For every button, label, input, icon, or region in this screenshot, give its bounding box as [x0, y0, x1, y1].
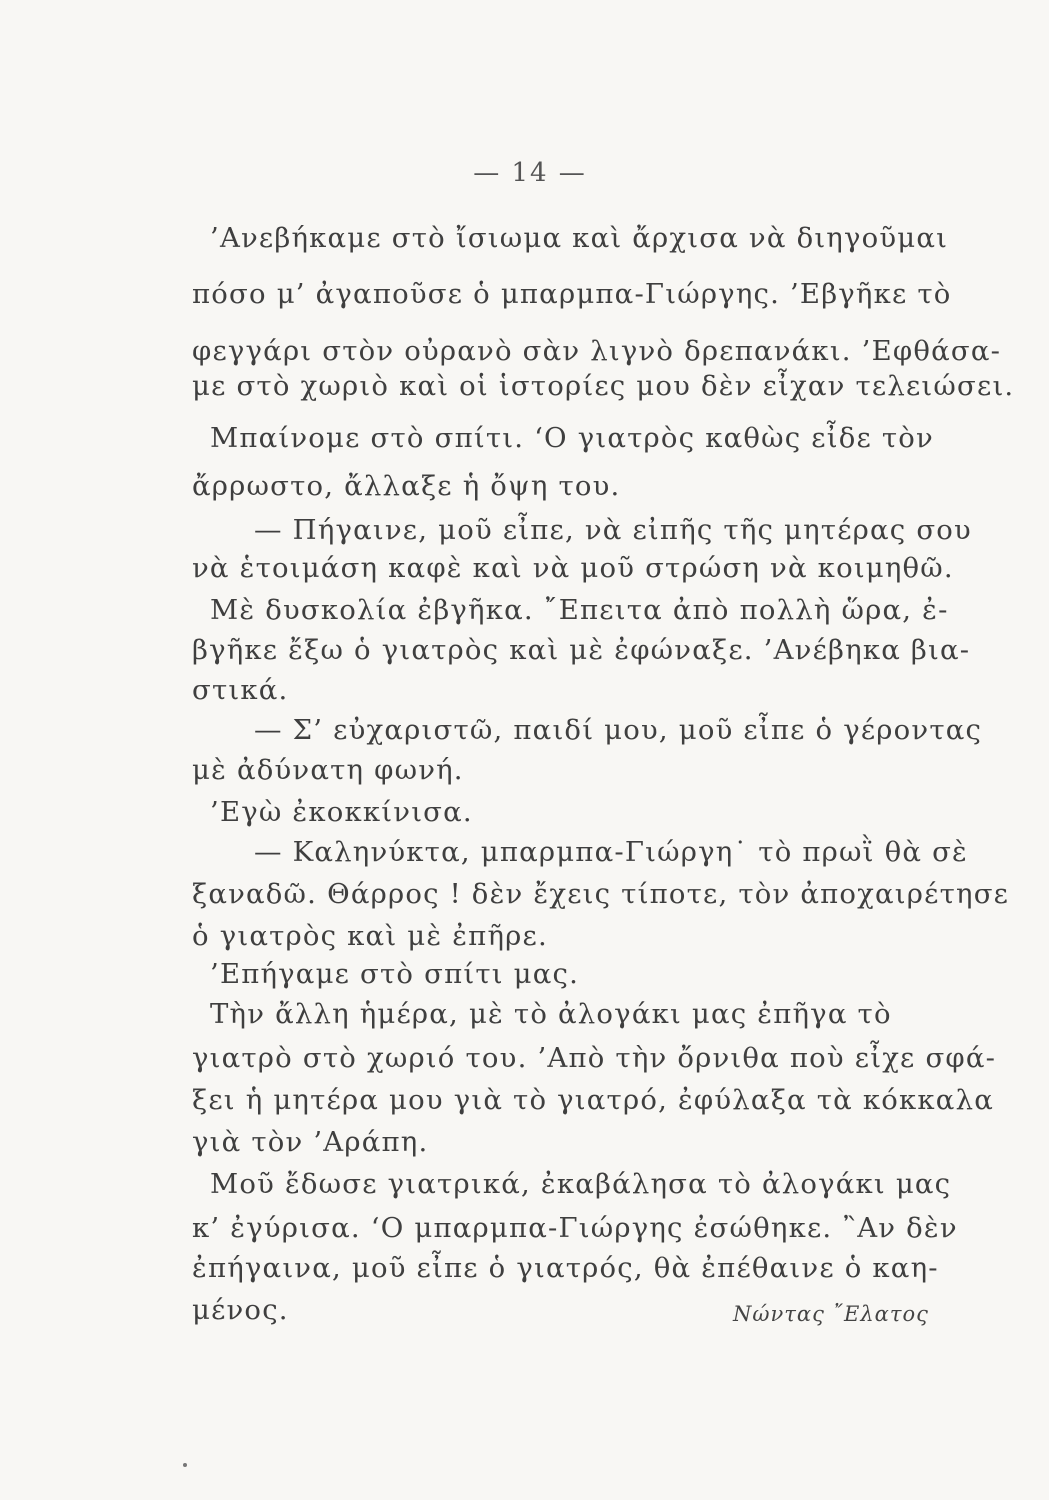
text-line: ἐπήγαινα, μοῦ εἶπε ὁ γιατρός, θὰ ἐπέθαινε ὁ καη-	[192, 1252, 939, 1284]
text-line: φεγγάρι στὸν οὐρανὸ σὰν λιγνὸ δρεπανάκι. ’Εφθάσα-	[192, 335, 1002, 367]
text-line: νὰ ἑτοιμάση καφὲ καὶ νὰ μοῦ στρώση νὰ κοιμηθῶ.	[192, 552, 954, 584]
text-line: μὲ ἀδύνατη φωνή.	[192, 754, 464, 786]
text-line: Μπαίνομε στὸ σπίτι. ‘Ο γιατρὸς καθὼς εἶδε τὸν	[210, 422, 934, 454]
text-line: ξει ἡ μητέρα μου γιὰ τὸ γιατρό, ἐφύλαξα τὰ κόκκαλα	[192, 1084, 994, 1116]
text-line: γιατρὸ στὸ χωριό του. ’Απὸ τὴν ὄρνιθα ποὺ εἶχε σφά-	[192, 1042, 997, 1074]
text-line: — Καληνύκτα, μπαρμπα-Γιώργη˙ τὸ πρωῒ θὰ σὲ	[254, 836, 968, 868]
scan-speck	[183, 1463, 187, 1467]
text-line: με στὸ χωριὸ καὶ οἱ ἱστορίες μου δὲν εἶχαν τελειώσει.	[192, 370, 1015, 402]
text-line: μένος.	[192, 1294, 289, 1326]
page-number: — 14 —	[473, 158, 587, 188]
text-line: ’Εγὼ ἐκοκκίνισα.	[210, 796, 473, 828]
text-line: βγῆκε ἔξω ὁ γιατρὸς καὶ μὲ ἐφώναξε. ’Ανέβηκα βια-	[192, 634, 971, 666]
text-line: ξαναδῶ. Θάρρος ! δὲν ἔχεις τίποτε, τὸν ἀποχαιρέτησε	[192, 878, 1010, 910]
text-line: ’Επήγαμε στὸ σπίτι μας.	[210, 958, 580, 990]
text-line: ἄρρωστο, ἄλλαξε ἡ ὄψη του.	[192, 470, 621, 502]
text-line: ὁ γιατρὸς καὶ μὲ ἐπῆρε.	[192, 920, 548, 952]
text-line: γιὰ τὸν ’Αράπη.	[192, 1126, 429, 1158]
text-line: ’Ανεβήκαμε στὸ ἴσιωμα καὶ ἄρχισα νὰ διηγοῦμαι	[210, 222, 949, 254]
text-line: Μὲ δυσκολία ἐβγῆκα. ῎Επειτα ἀπὸ πολλὴ ὥρα, ἐ-	[210, 594, 949, 626]
text-line: — Πήγαινε, μοῦ εἶπε, νὰ εἰπῆς τῆς μητέρας σου	[254, 514, 972, 546]
text-line: — Σ’ εὐχαριστῶ, παιδί μου, μοῦ εἶπε ὁ γέροντας	[254, 714, 983, 746]
text-line: Τὴν ἄλλη ἡμέρα, μὲ τὸ ἀλογάκι μας ἐπῆγα τὸ	[210, 998, 892, 1030]
text-line: στικά.	[192, 674, 289, 706]
text-line: πόσο μ’ ἀγαποῦσε ὁ μπαρμπα-Γιώργης. ’Εβγῆκε τὸ	[192, 278, 952, 310]
text-line: κ’ ἐγύρισα. ‘Ο μπαρμπα-Γιώργης ἐσώθηκε. ῍Αν δὲν	[192, 1212, 958, 1244]
text-line: Μοῦ ἔδωσε γιατρικά, ἐκαβάλησα τὸ ἀλογάκι μας	[210, 1168, 952, 1200]
author-signature: Νώντας ῎Ελατος	[733, 1302, 929, 1326]
